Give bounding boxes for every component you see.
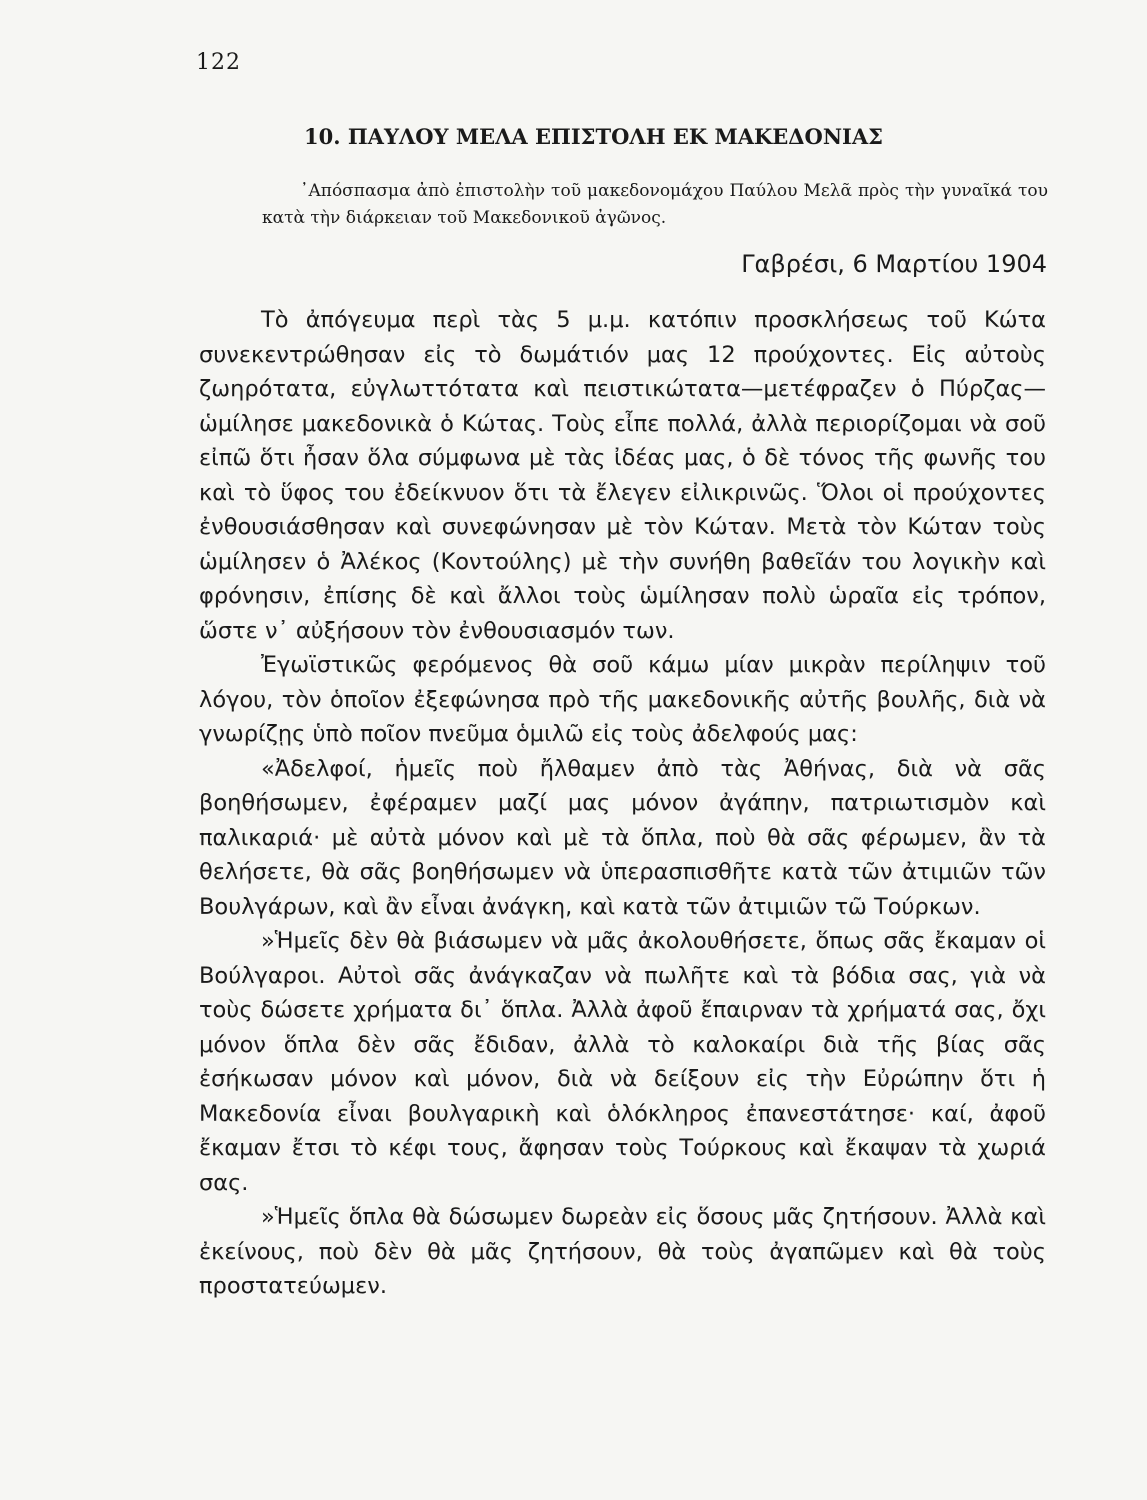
intro-note bbox=[262, 178, 1048, 232]
letter-body bbox=[199, 303, 1046, 1304]
paragraph: »Ἡμεῖς ὅπλα θὰ δώσωμεν δωρεὰν εἰς ὅσους μᾶς ζητήσουν. Ἀλλὰ καὶ ἐκείνους, ποὺ δὲν θὰ μᾶς ζητήσουν, θὰ τοὺς ἀγαπῶμεν καὶ θὰ τοὺς προστατεύωμεν. bbox=[199, 1204, 1046, 1299]
intro-text: ᾿Απόσπασμα ἀπὸ ἐπιστολὴν τοῦ μακεδονομάχου Παύλου Μελᾶ πρὸς τὴν γυναῖκά του κατὰ τὴν διάρκειαν τοῦ Μακεδονικοῦ ἀγῶνος. bbox=[262, 181, 1048, 228]
paragraph: «Ἀδελφοί, ἡμεῖς ποὺ ἤλθαμεν ἀπὸ τὰς Ἀθήνας, διὰ νὰ σᾶς βοηθήσωμεν, ἐφέραμεν μαζί μας μόνον ἀγάπην, πατριωτισμὸν καὶ παλικαριά· μὲ αὐτὰ μόνον καὶ μὲ τὰ ὅπλα, ποὺ θὰ σᾶς φέρωμεν, ἂν τὰ θελήσετε, θὰ σᾶς βοηθήσωμεν νὰ ὑπερασπισθῆτε κατὰ τῶν ἀτιμιῶν τῶν Βουλγάρων, καὶ ἂν εἶναι ἀνάγκη, καὶ κατὰ τῶν ἀτιμιῶν τῶ Τούρκων. bbox=[199, 755, 1046, 920]
paragraph: Τὸ ἀπόγευμα περὶ τὰς 5 μ.μ. κατόπιν προσκλήσεως τοῦ Κώτα συνεκεντρώθησαν εἰς τὸ δωμάτιόν μας 12 προύχοντες. Εἰς αὐτοὺς ζωηρότατα, εὐγλωττότατα καὶ πειστικώτατα—μετέφραζεν ὁ Πύρζας—ὡμίλησε μακεδονικὰ ὁ Κώτας. Τοὺς εἶπε πολλά, ἀλλὰ περιορίζομαι νὰ σοῦ εἰπῶ ὅτι ἦσαν ὅλα σύμφωνα μὲ τὰς ἰδέας μας, ὁ δὲ τόνος τῆς φωνῆς του καὶ τὸ ὕφος του ἐδείκνυον ὅτι τὰ ἔλεγεν εἰλικρινῶς. Ὅλοι οἱ προύχοντες ἐνθουσιάσθησαν καὶ συνεφώνησαν μὲ τὸν Κώταν. Μετὰ τὸν Κώταν τοὺς ὡμίλησεν ὁ Ἀλέκος (Κοντούλης) μὲ τὴν συνήθη βαθεῖάν του λογικὴν καὶ φρόνησιν, ἐπίσης δὲ καὶ ἄλλοι τοὺς ὡμίλησαν πολὺ ὡραῖα εἰς τρόπον, ὥστε ν᾿ αὐξήσουν τὸν ἐνθουσιασμόν των. bbox=[199, 307, 1046, 644]
paragraph: Ἐγωϊστικῶς φερόμενος θὰ σοῦ κάμω μίαν μικρὰν περίληψιν τοῦ λόγου, τὸν ὁποῖον ἐξεφώνησα πρὸ τῆς μακεδονικῆς αὐτῆς βουλῆς, διὰ νὰ γνωρίζῃς ὑπὸ ποῖον πνεῦμα ὁμιλῶ εἰς τοὺς ἀδελφούς μας: bbox=[199, 652, 1046, 747]
paragraph: »Ἡμεῖς δὲν θὰ βιάσωμεν νὰ μᾶς ἀκολουθήσετε, ὅπως σᾶς ἔκαμαν οἱ Βούλγαροι. Αὐτοὶ σᾶς ἀνάγκαζαν νὰ πωλῆτε καὶ τὰ βόδια σας, γιὰ νὰ τοὺς δώσετε χρήματα δι᾿ ὅπλα. Ἀλλὰ ἀφοῦ ἔπαιρναν τὰ χρήματά σας, ὄχι μόνον ὅπλα δὲν σᾶς ἔδιδαν, ἀλλὰ τὸ καλοκαίρι διὰ τῆς βίας σᾶς ἐσήκωσαν μόνον καὶ μόνον, διὰ νὰ δείξουν εἰς τὴν Εὐρώπην ὅτι ἡ Μακεδονία εἶναι βουλγαρικὴ καὶ ὁλόκληρος ἐπανεστάτησε· καί, ἀφοῦ ἔκαμαν ἔτσι τὸ κέφι τους, ἄφησαν τοὺς Τούρκους καὶ ἔκαψαν τὰ χωριά σας. bbox=[199, 928, 1046, 1196]
page-number: 122 bbox=[196, 50, 241, 75]
dateline: Γαβρέσι, 6 Μαρτίου 1904 bbox=[741, 250, 1047, 278]
chapter-heading: 10. ΠΑΥΛΟΥ ΜΕΛΑ ΕΠΙΣΤΟΛΗ ΕΚ ΜΑΚΕΔΟΝΙΑΣ bbox=[304, 124, 883, 149]
